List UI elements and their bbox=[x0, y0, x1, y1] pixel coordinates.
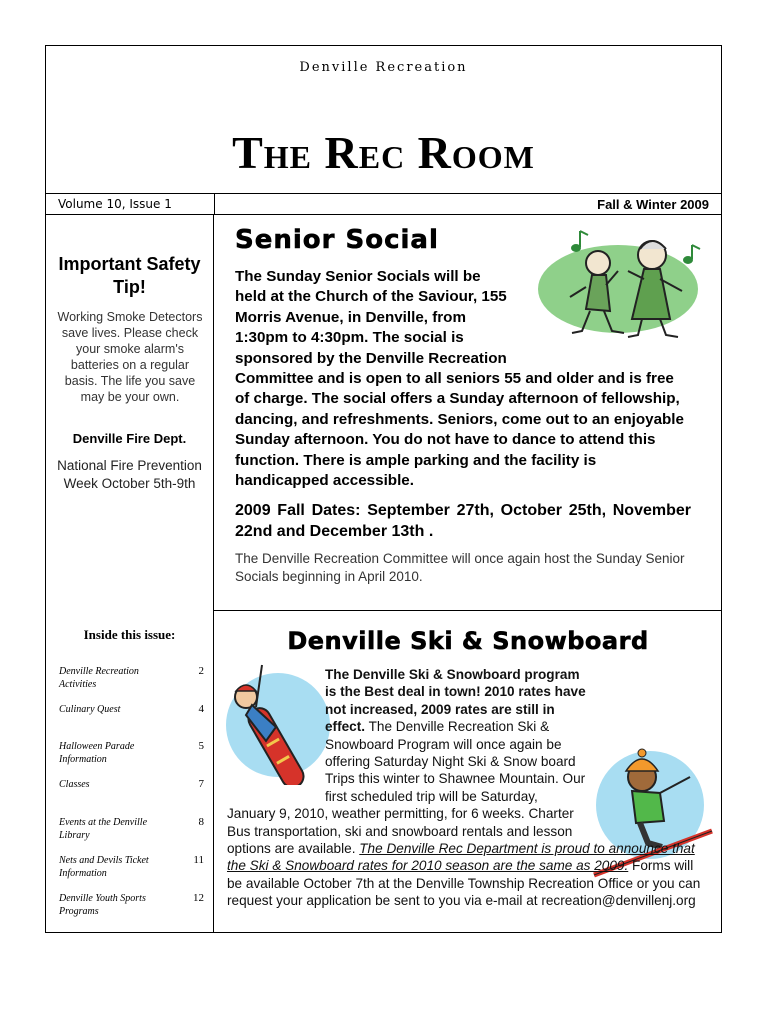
toc-item[interactable] bbox=[59, 816, 204, 842]
toc-item[interactable] bbox=[59, 740, 204, 766]
toc-item[interactable] bbox=[59, 854, 204, 880]
issue-bar bbox=[46, 193, 721, 215]
newsletter-page bbox=[45, 45, 722, 933]
toc-item-page: 2 bbox=[198, 665, 204, 677]
senior-social-dates: 2009 Fall Dates: September 27th, October 25th, November 22nd and December 13th . bbox=[235, 502, 691, 540]
senior-social-note: The Denville Recreation Committee will once again host the Sunday Senior Socials beginning in April 2010. bbox=[235, 551, 685, 584]
toc-item-title: Denville Youth Sports Programs bbox=[59, 893, 146, 917]
toc-title: Inside this issue: bbox=[83, 627, 176, 642]
organization-name: Denville Recreation bbox=[299, 60, 468, 75]
ski-body bbox=[227, 666, 711, 910]
toc-item-page: 5 bbox=[198, 740, 204, 752]
toc-item[interactable] bbox=[59, 703, 204, 716]
toc-item-page: 4 bbox=[198, 703, 204, 715]
toc-item-page: 12 bbox=[193, 892, 204, 904]
safety-tip-body: Working Smoke Detectors save lives. Please check your smoke alarm's batteries on a regular basis. The life you save may be your own. bbox=[57, 310, 203, 404]
season-label: Fall & Winter 2009 bbox=[597, 197, 709, 212]
sidebar bbox=[46, 215, 214, 933]
fire-dept-name: Denville Fire Dept. bbox=[72, 431, 187, 446]
ski-body-part2: Forms will be available October 7th at the Denville Township Recreation Office or you can request your application be sent to you via e-mail at recreation@denvillenj.org bbox=[227, 858, 701, 909]
toc-item-page: 8 bbox=[198, 816, 204, 828]
toc-item-title: Culinary Quest bbox=[59, 704, 121, 715]
toc-item-title: Halloween Parade Information bbox=[59, 741, 135, 765]
newsletter-title: The Rec Room bbox=[232, 127, 535, 178]
ski-heading: Denville Ski & Snowboard bbox=[287, 627, 649, 655]
senior-social-heading: Senior Social bbox=[235, 225, 439, 255]
toc-item[interactable] bbox=[59, 892, 204, 918]
toc-item-page: 7 bbox=[198, 778, 204, 790]
ski-body-part1: The Denville Recreation Ski & Snowboard Program will once again be offering Saturday Night Ski & Snow board Trips this winter to Shawnee Mountain. Our first scheduled trip will be Saturday, January 9, 2010, weather permitting, for 6 weeks. Charter Bus transportation, ski and snowboard rentals and lesson options are available. bbox=[227, 719, 586, 857]
masthead-area bbox=[46, 46, 721, 193]
senior-social-body-text: The Sunday Senior Socials will be held at the Church of the Saviour, 155 Morris Avenue, in Denville, from 1:30pm to 4:30pm. The social is sponsored by the Denville Recreation Committee and is open to all seniors 55 and older and is free of charge. The social offers a Sunday afternoon of fellowship, dancing, and refreshments. Seniors, come out to an enjoyable Sunday afternoon. You do not have to dance to attend this function. There is ample parking and the facility is handicapped accessible. bbox=[235, 268, 684, 490]
toc-item-title: Events at the Denville Library bbox=[59, 817, 148, 841]
issue-bar-divider bbox=[214, 193, 215, 215]
toc-item[interactable] bbox=[59, 778, 204, 791]
fire-prevention-week: National Fire Prevention Week October 5th-9th bbox=[57, 458, 202, 491]
toc-item-title: Denville Recreation Activities bbox=[59, 666, 139, 690]
toc-item[interactable] bbox=[59, 665, 204, 691]
toc-item-title: Nets and Devils Ticket Information bbox=[59, 855, 149, 879]
section-divider bbox=[214, 610, 722, 611]
main-content bbox=[214, 215, 722, 933]
ski-intro: The Denville Ski & Snowboard program is the Best deal in town! 2010 rates have not increased, 2009 rates are still in effect. bbox=[325, 667, 586, 735]
ski-rates-announcement: The Denville Rec Department is proud to announce that the Ski & Snowboard rates for 2010 season are the same as 2009. bbox=[227, 841, 695, 874]
toc-item-page: 11 bbox=[193, 854, 204, 866]
senior-social-body bbox=[235, 267, 691, 491]
safety-tip-title: Important Safety Tip! bbox=[58, 254, 201, 297]
toc-item-title: Classes bbox=[59, 779, 90, 790]
volume-issue: Volume 10, Issue 1 bbox=[58, 197, 172, 211]
